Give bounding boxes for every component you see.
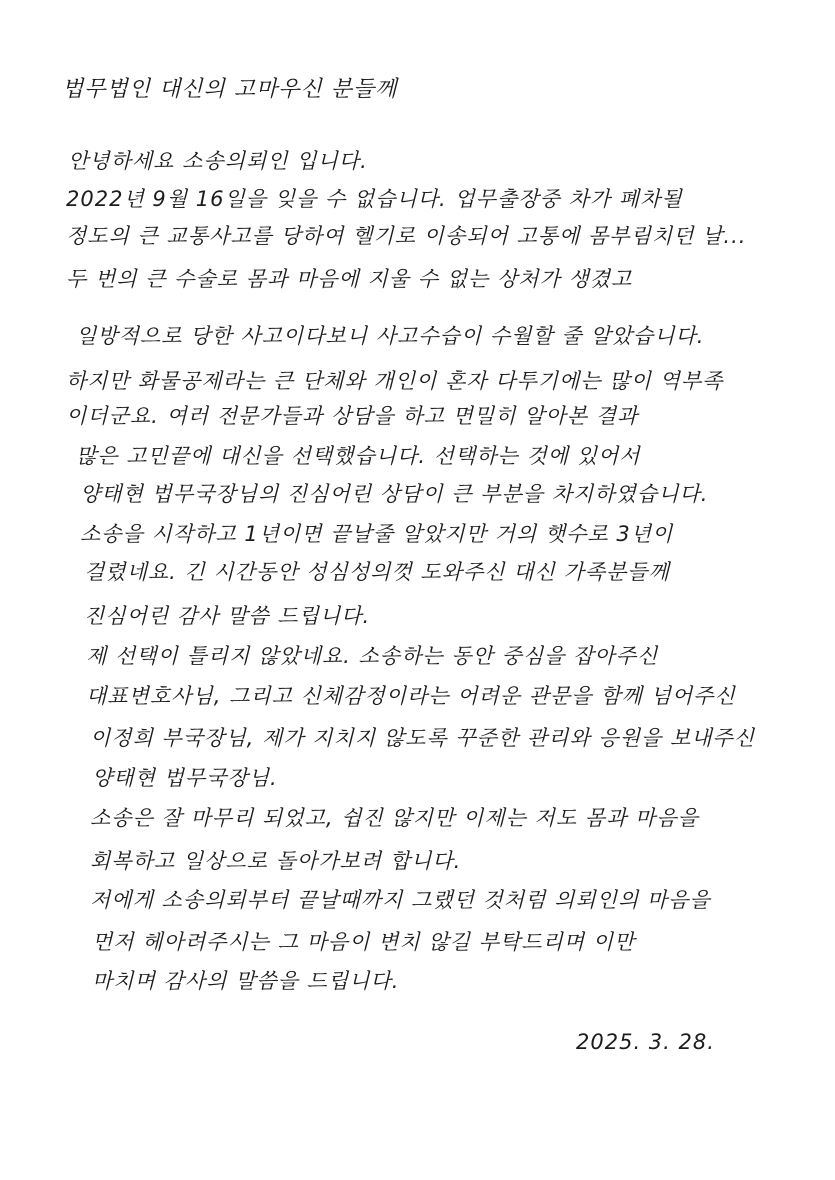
letter-line: 소송은 잘 마무리 되었고, 쉽진 않지만 이제는 저도 몸과 마음을: [90, 806, 699, 830]
letter-line: 먼저 헤아려주시는 그 마음이 변치 않길 부탁드리며 이만: [92, 930, 636, 954]
letter-date: 2025. 3. 28.: [576, 1030, 715, 1054]
letter-line: 소송을 시작하고 1년이면 끝날줄 알았지만 거의 햇수로 3년이: [80, 522, 674, 546]
letter-line: 마치며 감사의 말씀을 드립니다.: [92, 969, 400, 993]
letter-line: 진심어린 감사 말씀 드립니다.: [84, 604, 371, 628]
letter-line: 일방적으로 당한 사고이다보니 사고수습이 수월할 줄 알았습니다.: [76, 324, 705, 348]
letter-salutation: 법무법인 대신의 고마우신 분들께: [62, 77, 398, 102]
letter-line: 걸렸네요. 긴 시간동안 성심성의껏 도와주신 대신 가족분들께: [84, 560, 670, 584]
letter-line: 이더군요. 여러 전문가들과 상담을 하고 면밀히 알아본 결과: [66, 404, 639, 428]
letter-line: 하지만 화물공제라는 큰 단체와 개인이 혼자 다투기에는 많이 역부족: [66, 369, 724, 393]
letter-line: 두 번의 큰 수술로 몸과 마음에 지울 수 없는 상처가 생겼고: [66, 267, 633, 291]
letter-line: 제 선택이 틀리지 않았네요. 소송하는 동안 중심을 잡아주신: [86, 644, 659, 668]
letter-line: 많은 고민끝에 대신을 선택했습니다. 선택하는 것에 있어서: [76, 444, 641, 468]
letter-line: 안녕하세요 소송의뢰인 입니다.: [68, 149, 368, 173]
letter-line: 회복하고 일상으로 돌아가보려 합니다.: [90, 849, 462, 873]
letter-line: 대표변호사님, 그리고 신체감정이라는 어려운 관문을 함께 넘어주신: [86, 684, 736, 708]
letter-line: 2022년 9월 16일을 잊을 수 없습니다. 업무출장중 차가 폐차될: [66, 187, 683, 211]
letter-line: 이정희 부국장님, 제가 지치지 않도록 꾸준한 관리와 응원을 보내주신: [90, 726, 756, 750]
letter-line: 정도의 큰 교통사고를 당하여 헬기로 이송되어 고통에 몸부림치던 날...: [66, 224, 747, 248]
letter-line: 양태현 법무국장님의 진심어린 상담이 큰 부분을 차지하였습니다.: [80, 482, 709, 506]
letter-line: 양태현 법무국장님.: [92, 766, 278, 790]
letter-line: 저에게 소송의뢰부터 끝날때까지 그랬던 것처럼 의뢰인의 마음을: [90, 888, 711, 912]
